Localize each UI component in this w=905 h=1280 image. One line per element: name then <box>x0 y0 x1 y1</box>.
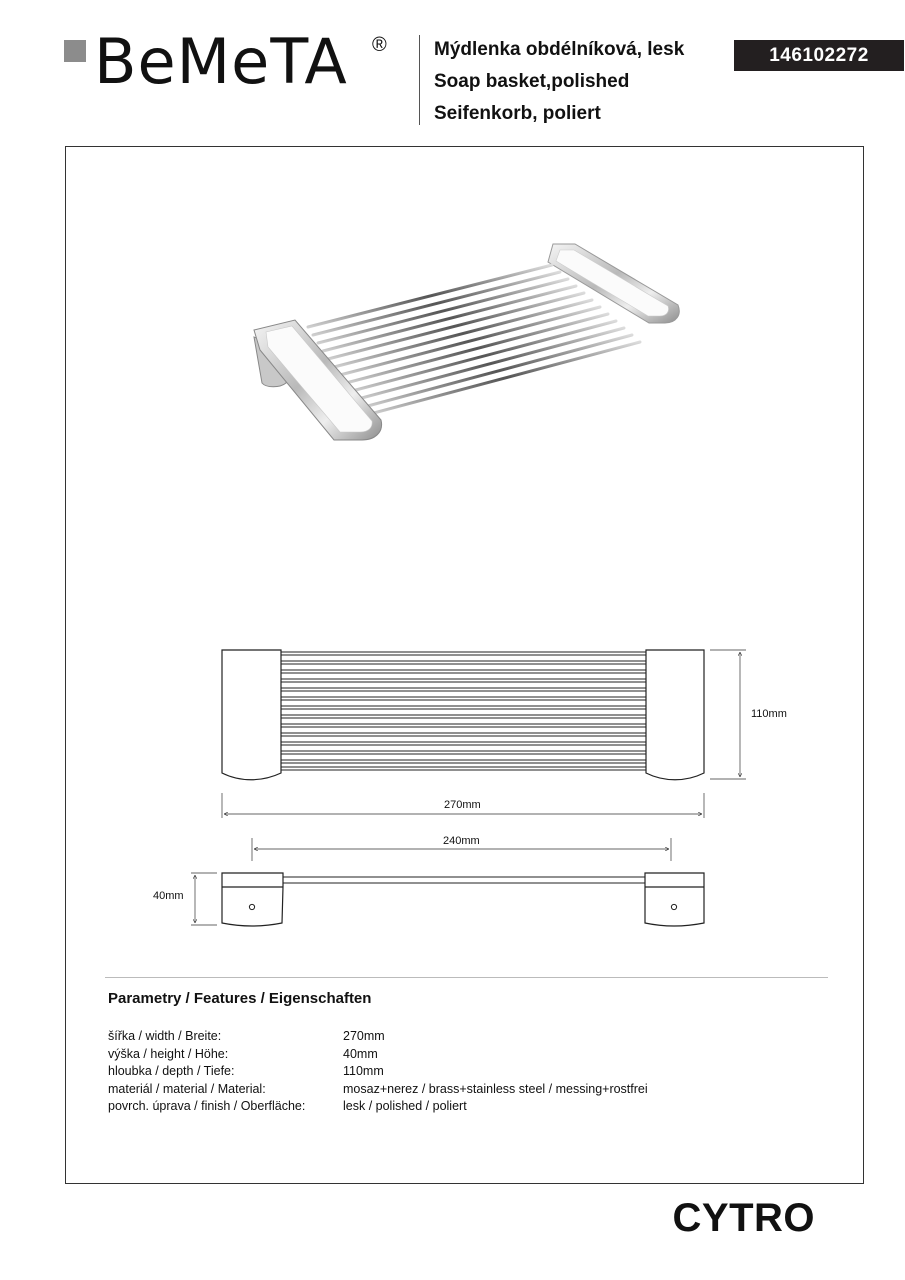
product-photo <box>254 244 679 440</box>
registered-mark: ® <box>372 34 387 56</box>
title-czech: Mýdlenka obdélníková, lesk <box>434 39 685 60</box>
top-view-left-end <box>222 650 281 780</box>
top-view-rods <box>281 652 646 770</box>
dim-depth-label: 110mm <box>751 708 787 720</box>
logo-wordmark: BeMeTA <box>94 25 348 98</box>
dim-total-width-label: 270mm <box>444 799 481 811</box>
top-view-right-end <box>646 650 704 780</box>
dim-inner-width-label: 240mm <box>443 835 480 847</box>
spec-value: mosaz+nerez / brass+stainless steel / messing+rostfrei <box>343 1081 648 1096</box>
spec-value: 110mm <box>343 1064 384 1078</box>
series-name: CYTRO <box>672 1196 815 1240</box>
photo-right-bracket <box>548 244 679 323</box>
title-english: Soap basket,polished <box>434 71 630 92</box>
spec-label: výška / height / Höhe: <box>108 1046 229 1061</box>
dim-height-label: 40mm <box>153 890 184 902</box>
spec-value: 270mm <box>343 1029 385 1043</box>
spec-label: materiál / material / Material: <box>108 1081 266 1096</box>
product-code-badge: 146102272 <box>734 40 904 71</box>
front-view-left-end <box>222 873 283 926</box>
spec-label: povrch. úprava / finish / Oberfläche: <box>108 1099 306 1113</box>
spec-label: hloubka / depth / Tiefe: <box>108 1064 235 1078</box>
spec-label: šířka / width / Breite: <box>108 1029 222 1043</box>
section-divider <box>105 977 828 978</box>
title-german: Seifenkorb, poliert <box>434 103 601 124</box>
front-view-right-end <box>645 873 704 926</box>
spec-value: lesk / polished / poliert <box>343 1099 467 1113</box>
features-title: Parametry / Features / Eigenschaften <box>108 990 372 1007</box>
top-view-drawing <box>222 650 704 780</box>
spec-value: 40mm <box>343 1046 378 1061</box>
front-view-drawing <box>222 873 704 926</box>
